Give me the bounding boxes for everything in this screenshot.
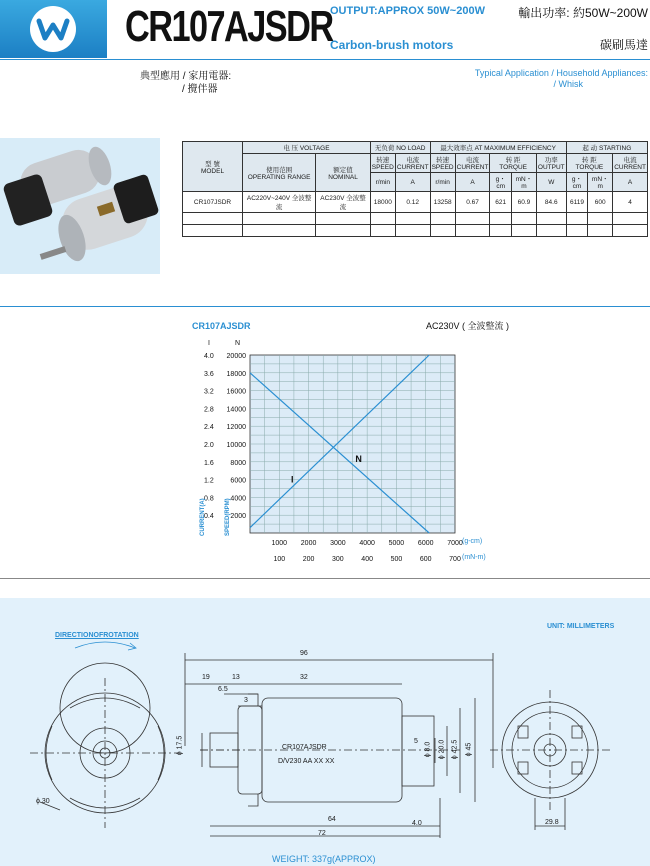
output-range-en: OUTPUT:APPROX 50W~200W (330, 5, 485, 17)
y-left-tick: 0.4 (204, 513, 214, 521)
y-right-tick: 20000 (226, 353, 246, 360)
dim-3: 3 (244, 697, 248, 704)
y-right-tick: 2000 (230, 513, 246, 521)
y-left-tick: 0.8 (204, 495, 214, 503)
cell-me-current: 0.67 (455, 192, 490, 213)
x-tick-mn: 500 (390, 556, 403, 563)
y-right-tick: 18000 (226, 370, 246, 378)
motor-type-en: Carbon-brush motors (330, 38, 454, 52)
y-left-label: I (208, 340, 210, 347)
unit-w: W (536, 173, 566, 192)
y-left-tick: 3.2 (204, 388, 214, 396)
th-st-torque: 转 距 TORQUE (566, 154, 613, 173)
y-right-tick: 10000 (226, 442, 246, 449)
unit-mnm: mN・m (512, 173, 537, 192)
y-right-tick: 12000 (226, 424, 246, 432)
th-starting: 起 动 STARTING (566, 142, 647, 154)
left-end-view (60, 663, 150, 753)
x-tick-g: 4000 (359, 540, 375, 547)
unit-a: A (613, 173, 648, 192)
unit-gcm: g・cm (490, 173, 512, 192)
dim-29-8: 29.8 (545, 819, 559, 826)
y-right-tick: 4000 (230, 495, 246, 503)
y-right-label: N (235, 340, 241, 347)
y-left-tick: 2.0 (204, 442, 214, 449)
y-left-tick: 2.4 (204, 424, 214, 432)
unit-rmin: r/min (370, 173, 395, 192)
dim-32: 32 (300, 674, 308, 681)
cell-nl-current: 0.12 (395, 192, 430, 213)
table-row (183, 192, 648, 213)
model-title: CR107AJSDR (125, 2, 333, 51)
x-tick-mn: 400 (361, 556, 373, 563)
motor-photo-illustration (0, 138, 160, 274)
x-tick-mn: 600 (419, 556, 432, 563)
dimension-drawing (0, 598, 650, 866)
chart-title: CR107AJSDR (192, 321, 251, 331)
chart-subtitle: AC230V ( 全波整流 ) (426, 321, 510, 331)
application-en-line2: / Whisk (553, 79, 583, 89)
x-tick-g: 5000 (388, 540, 405, 547)
cell-me-torque-g: 621 (490, 192, 512, 213)
dim-20-0: ϕ 20.0 (438, 739, 446, 760)
motor-type-cn: 碳刷馬達 (599, 38, 648, 52)
label-model: CR107AJSDR (282, 744, 327, 751)
y-right-axis-title: SPEED(RPM) (225, 498, 231, 536)
y-left-tick: 2.8 (204, 406, 214, 414)
section-divider (0, 578, 650, 579)
th-model: 型 號 MODEL (183, 142, 243, 192)
y-right-tick: 16000 (226, 388, 246, 396)
th-me-current: 电流 CURRENT (455, 154, 490, 173)
x-tick-g: 1000 (271, 540, 288, 547)
th-nl-current: 电流 CURRENT (395, 154, 430, 173)
table-row (183, 225, 648, 237)
cell-st-torque-g: 6119 (566, 192, 588, 213)
cell-st-torque-mn: 600 (588, 192, 613, 213)
dim-4-0: 4.0 (412, 820, 422, 827)
th-voltage: 电 压 VOLTAGE (243, 142, 371, 154)
x-tick-mn: 300 (332, 556, 344, 563)
cell-model: CR107JSDR (183, 192, 243, 213)
rotation-label: DIRECTIONOFROTATION (55, 632, 139, 639)
application-cn (140, 70, 231, 96)
curve-label-current: I (291, 474, 294, 485)
application-cn-line2: / 攪伴器 (182, 84, 218, 95)
th-me-speed: 转速 SPEED (430, 154, 455, 173)
y-left-tick: 3.6 (204, 370, 214, 378)
cell-nominal: AC230V 全波整流 (316, 192, 370, 213)
th-noload: 无负荷 NO LOAD (370, 142, 430, 154)
th-me-output: 功率 OUTPUT (536, 154, 566, 173)
dim-6-5: 6.5 (218, 686, 228, 693)
application-cn-line1: 典型應用 / 家用電器: (140, 71, 232, 82)
th-st-current: 电流 CURRENT (613, 154, 648, 173)
table-row (183, 213, 648, 225)
x-unit-g: (g-cm) (462, 538, 483, 545)
performance-chart (190, 318, 510, 568)
dim-8-0: ϕ 8.0 (424, 741, 432, 758)
dim-42-5: ϕ 42.5 (451, 739, 459, 760)
dim-5: 5 (414, 738, 418, 745)
dim-19: 19 (202, 674, 210, 681)
cell-me-speed: 13258 (430, 192, 455, 213)
y-left-tick: 4.0 (204, 353, 214, 360)
section-divider (0, 306, 650, 307)
th-max-efficiency: 最大效率点 AT MAXIMUM EFFICIENCY (430, 142, 566, 154)
dim-96: 96 (300, 650, 308, 657)
th-nl-speed: 转速 SPEED (370, 154, 395, 173)
unit-gcm: g・cm (566, 173, 588, 192)
y-left-tick: 1.6 (204, 459, 214, 467)
y-right-tick: 6000 (230, 477, 246, 485)
x-tick-g: 7000 (447, 540, 463, 547)
motor-photo (0, 138, 160, 274)
x-tick-g: 6000 (417, 540, 434, 547)
dim-72: 72 (318, 830, 326, 837)
output-range-cn: 輸出功率: 約50W~200W (518, 6, 648, 20)
spec-table (182, 141, 648, 237)
unit-rmin: r/min (430, 173, 455, 192)
y-left-tick: 1.2 (204, 477, 214, 485)
x-tick-mn: 100 (273, 556, 286, 563)
dim-phi30: ϕ 30 (36, 798, 50, 805)
cell-st-current: 4 (613, 192, 648, 213)
cell-nl-speed: 18000 (370, 192, 395, 213)
x-tick-g: 3000 (330, 540, 346, 547)
unit-a: A (395, 173, 430, 192)
y-right-tick: 14000 (226, 406, 246, 414)
th-operating-range: 使用范围 OPERATING RANGE (243, 154, 316, 192)
y-right-tick: 8000 (230, 459, 246, 467)
weight-label: WEIGHT: 337g(APPROX) (272, 854, 376, 864)
x-tick-mn: 700 (449, 556, 461, 563)
y-left-axis-title: CURRENT(A) (200, 498, 206, 536)
brand-logo (0, 0, 107, 58)
dim-64: 64 (328, 816, 336, 823)
unit-mnm: mN・m (588, 173, 613, 192)
x-tick-g: 2000 (300, 540, 317, 547)
header-divider (0, 59, 650, 60)
curve-label-speed: N (355, 453, 362, 464)
application-en (440, 68, 648, 90)
x-unit-mn: (mN-m) (462, 554, 486, 561)
dim-45: ϕ 45 (465, 742, 473, 757)
unit-label: UNIT: MILLIMETERS (547, 623, 615, 630)
dim-13: 13 (232, 674, 240, 681)
cell-me-output: 84.6 (536, 192, 566, 213)
unit-a: A (455, 173, 490, 192)
cell-me-torque-mn: 60.9 (512, 192, 537, 213)
th-me-torque: 转 距 TORQUE (490, 154, 536, 173)
x-tick-mn: 200 (302, 556, 315, 563)
application-en-line1: Typical Application / Household Appliances: (474, 68, 648, 78)
label-spec: D/V230 AA XX XX (278, 758, 335, 765)
th-nominal: 额定值 NOMINAL (316, 154, 370, 192)
logo-icon (28, 5, 78, 53)
cell-range: AC220V~240V 全波整流 (243, 192, 316, 213)
dim-17-5: ϕ 17.5 (176, 735, 184, 756)
